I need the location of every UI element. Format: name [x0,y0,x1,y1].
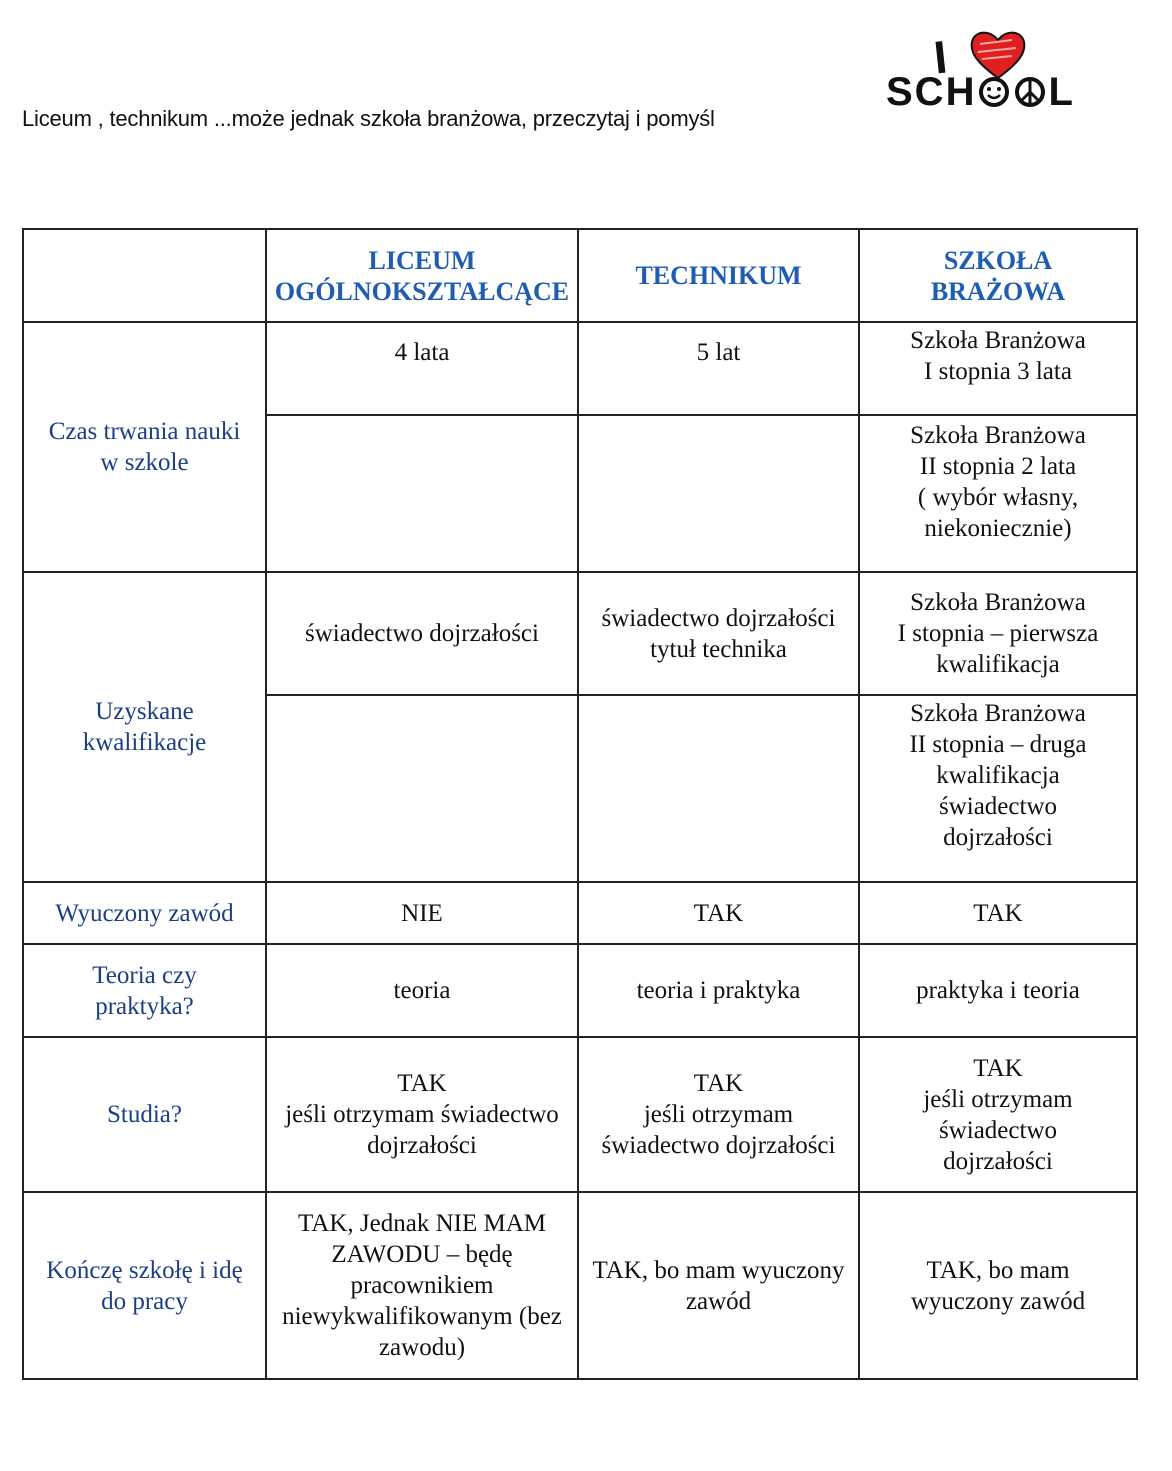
table-cell: praktyka i teoria [859,944,1137,1037]
table-cell: świadectwo dojrzałości tytuł technika [578,572,859,695]
table-cell: 4 lata [266,322,578,415]
table-row [23,882,1137,944]
table-cell: Szkoła Branżowa I stopnia – pierwsza kwalifikacja [859,572,1137,695]
header-corner-cell [23,229,266,322]
table-cell: TAK, bo mam wyuczony zawód [859,1192,1137,1379]
table-row [23,944,1137,1037]
logo-school-start: SCH [886,70,977,114]
table-cell: TAK, bo mam wyuczony zawód [578,1192,859,1379]
table-cell: Szkoła Branżowa I stopnia 3 lata [859,322,1137,415]
table-cell: TAK jeśli otrzymam świadectwo dojrzałości [859,1037,1137,1192]
smiley-icon [978,76,1010,108]
row-label-koncze-szkole: Kończę szkołę i idę do pracy [23,1192,266,1379]
peace-icon [1014,76,1046,108]
table-cell: Szkoła Branżowa II stopnia 2 lata ( wybór własny, niekoniecznie) [859,415,1137,572]
table-row [23,1037,1137,1192]
table-cell: świadectwo dojrzałości [266,572,578,695]
table-cell: TAK jeśli otrzymam świadectwo dojrzałości [578,1037,859,1192]
table-cell: 5 lat [578,322,859,415]
row-label-kwalifikacje: Uzyskane kwalifikacje [23,572,266,882]
row-label-teoria-praktyka: Teoria czy praktyka? [23,944,266,1037]
table-cell [266,415,578,572]
table-cell: TAK jeśli otrzymam świadectwo dojrzałości [266,1037,578,1192]
row-label-studia: Studia? [23,1037,266,1192]
row-label-czas-trwania: Czas trwania nauki w szkole [23,322,266,572]
table-header-row [23,229,1137,322]
table-cell [578,695,859,882]
logo-i-letter: I [931,30,950,84]
row-label-wyuczony-zawod: Wyuczony zawód [23,882,266,944]
page-heading: Liceum , technikum ...może jednak szkoła branżowa, przeczytaj i pomyśl [22,106,715,131]
table-cell: TAK, Jednak NIE MAM ZAWODU – będę pracownikiem niewykwalifikowanym (bez zawodu) [266,1192,578,1379]
logo-school-word [886,72,1075,112]
table-cell: NIE [266,882,578,944]
table-row [23,1192,1137,1379]
col-header-technikum: TECHNIKUM [578,229,859,322]
table-cell: teoria [266,944,578,1037]
i-love-school-logo [882,20,1097,120]
table-cell: teoria i praktyka [578,944,859,1037]
table-cell: TAK [859,882,1137,944]
table-row [23,322,1137,415]
table-row [23,572,1137,695]
logo-school-end: L [1048,70,1075,114]
school-comparison-table [22,228,1138,1380]
table-cell [266,695,578,882]
col-header-liceum: LICEUM OGÓLNOKSZTAŁCĄCE [266,229,578,322]
table-cell: Szkoła Branżowa II stopnia – druga kwalifikacja świadectwo dojrzałości [859,695,1137,882]
table-cell [578,415,859,572]
col-header-szkola-branzowa: SZKOŁA BRAŻOWA [859,229,1137,322]
table-cell: TAK [578,882,859,944]
